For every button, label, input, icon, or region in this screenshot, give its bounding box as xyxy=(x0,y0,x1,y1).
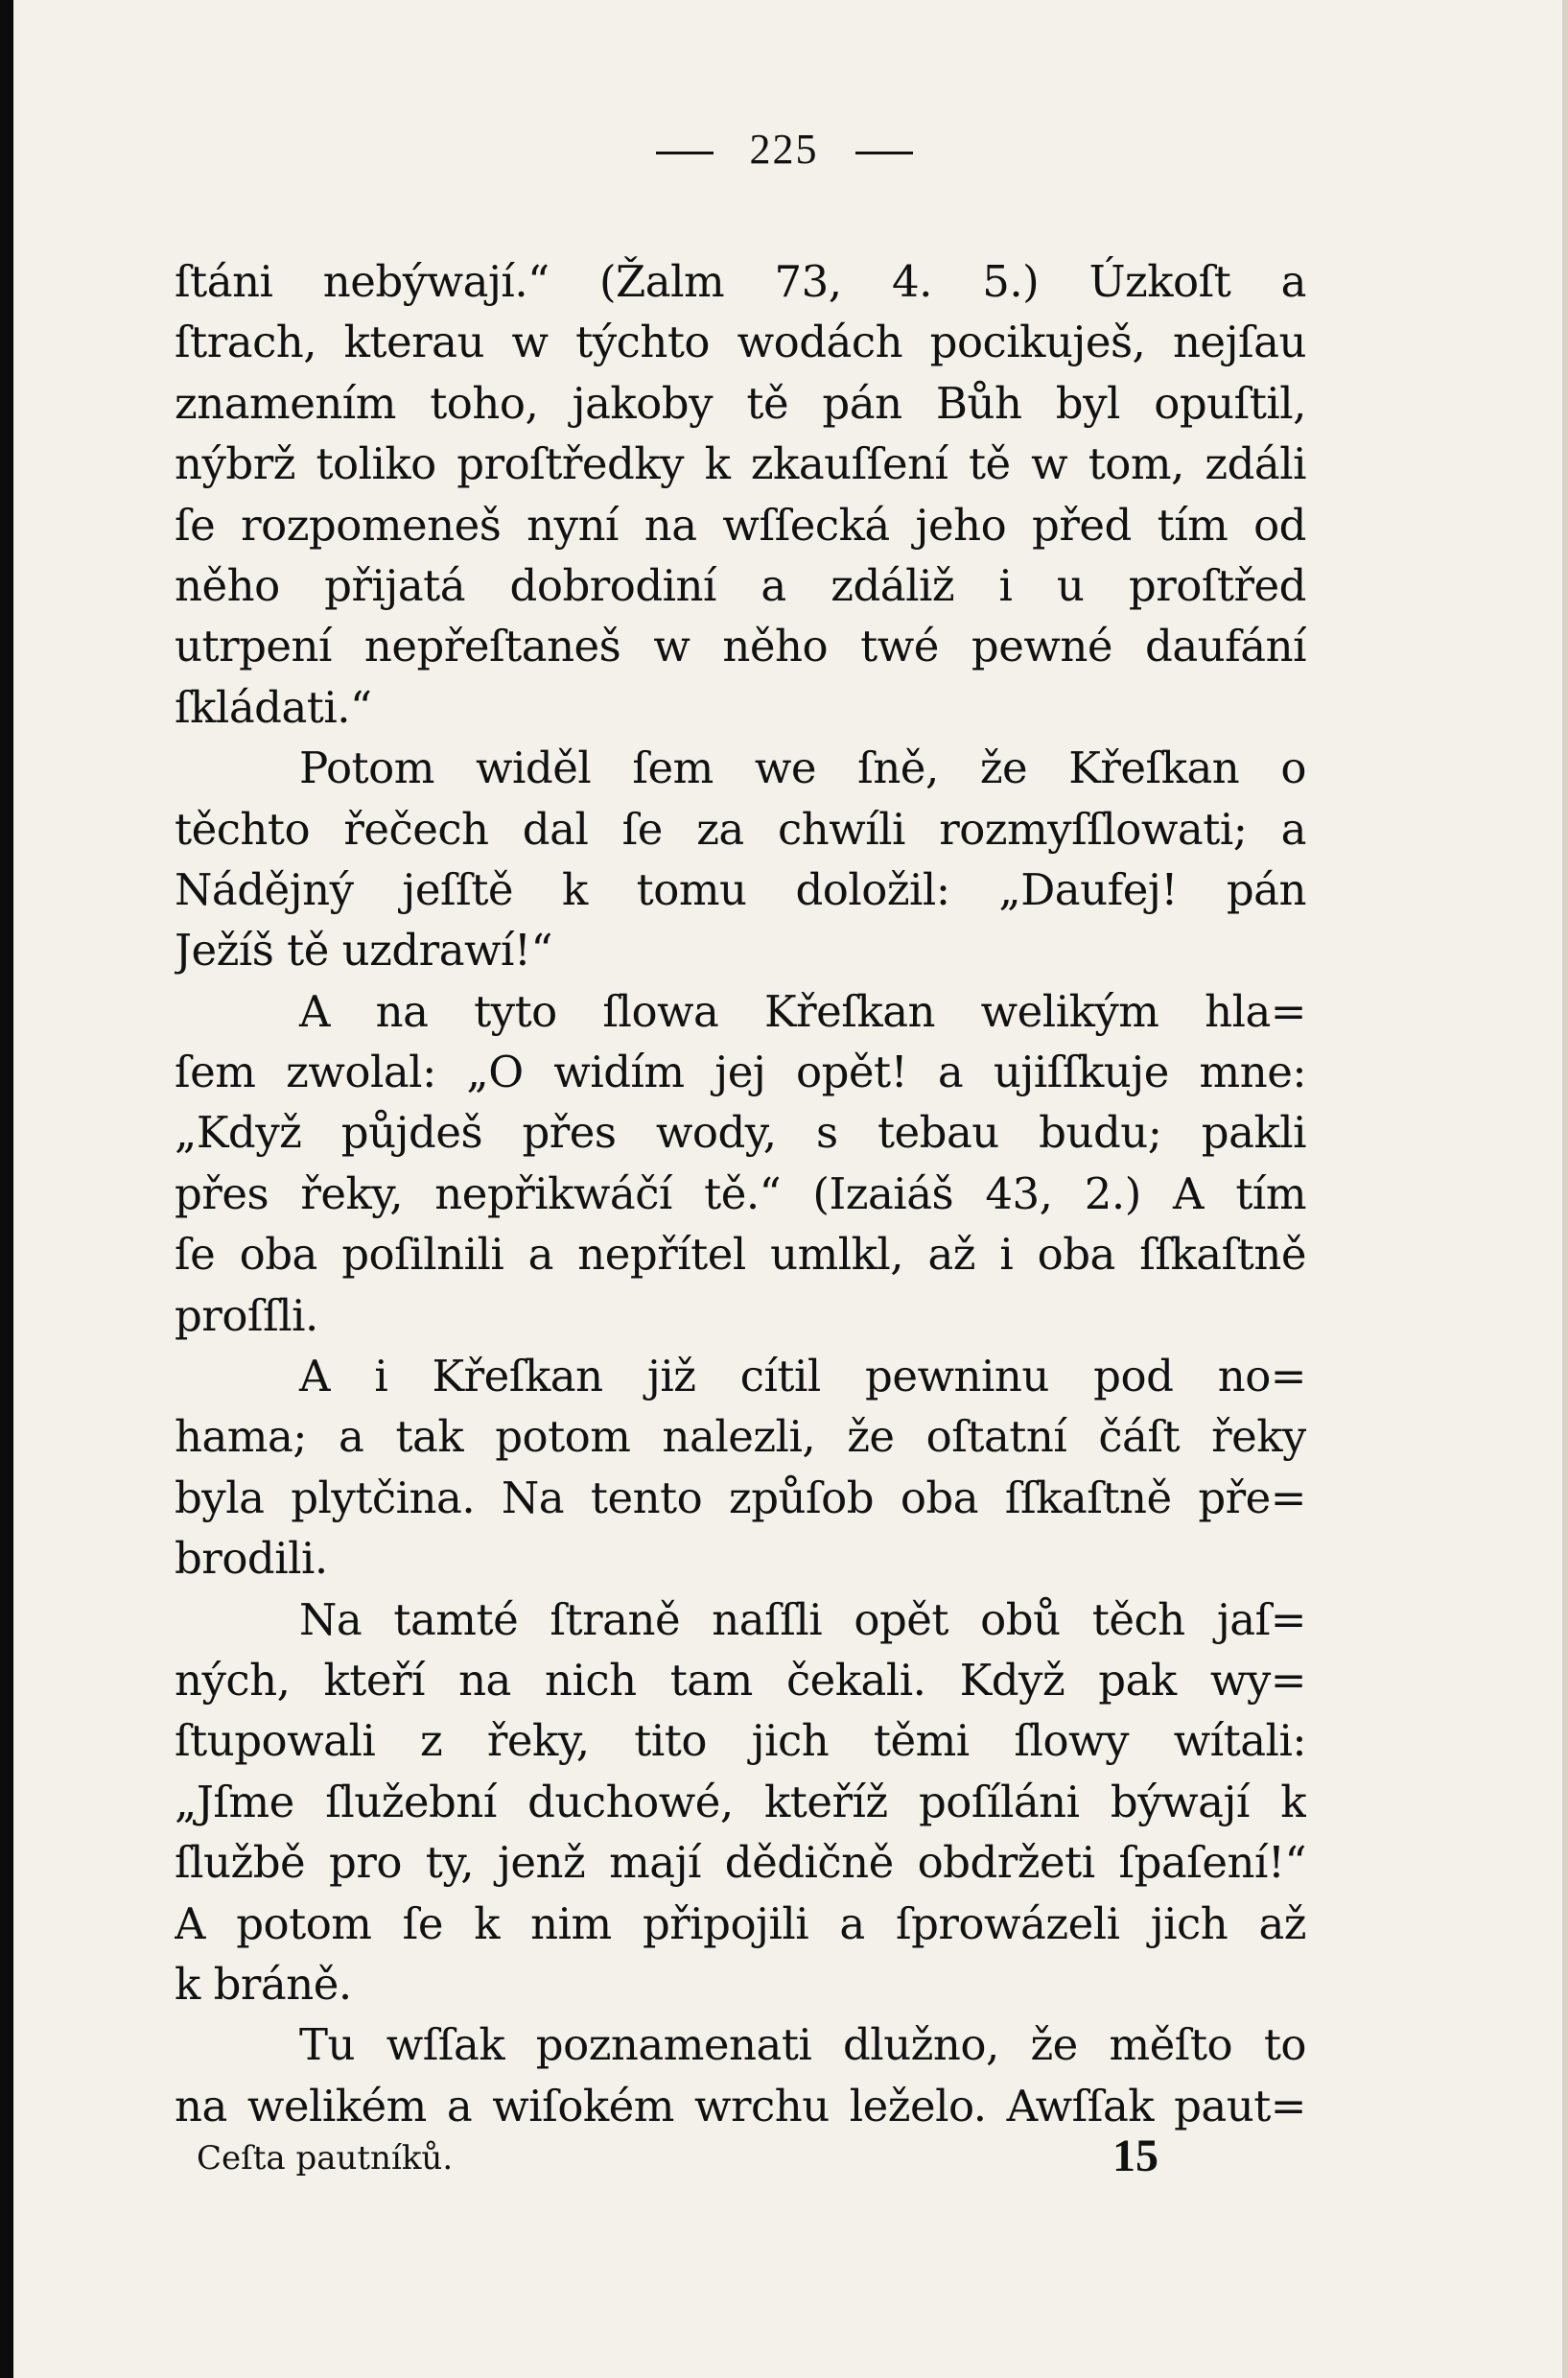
text-line: Ježíš tě uzdrawí!“ xyxy=(175,925,553,977)
text-line: ſem zwolal: „O widím jej opět! a ujiſſkuje mne: xyxy=(175,1047,1306,1098)
text-line: Tu wſſak poznamenati dlužno, že měſto to xyxy=(299,2019,1306,2071)
scan-edge-right xyxy=(1562,0,1568,2378)
text-line: ſe oba poſilnili a nepřítel umlkl, až i oba ſſkaſtně xyxy=(175,1229,1306,1281)
text-line: něho přijatá dobrodiní a zdáliž i u proſtřed xyxy=(175,559,1306,611)
text-line: na welikém a wiſokém wrchu leželo. Awſſak paut= xyxy=(175,2080,1306,2131)
text-line: proſſli. xyxy=(175,1289,318,1341)
page-header xyxy=(0,125,1568,174)
page-number: 225 xyxy=(749,126,819,173)
text-line: A potom ſe k nim připojili a ſprowázeli jich až xyxy=(175,1897,1306,1949)
text-line: brodili. xyxy=(175,1533,328,1585)
text-line: „Jſme ſlužební duchowé, kteříž poſíláni býwají k xyxy=(175,1776,1306,1827)
text-line: A na tyto ſlowa Křeſkan welikým hla= xyxy=(299,985,1306,1037)
footer-signature: Ceſta pautníků. xyxy=(197,2139,454,2178)
text-line: těchto řečech dal ſe za chwíli rozmyſſlowati; a xyxy=(175,803,1306,855)
text-line: utrpení nepřeſtaneš w něho twé pewné daufání xyxy=(175,621,1306,672)
scan-edge-shadow xyxy=(0,0,13,2378)
text-line: ſkládati.“ xyxy=(175,681,372,733)
text-line: ſtrach, kterau w týchto wodách pocikuješ, nejſau xyxy=(175,317,1306,368)
text-line: ných, kteří na nich tam čekali. Když pak wy= xyxy=(175,1654,1306,1706)
header-dash-right xyxy=(855,152,913,154)
text-line: Nádějný jeſſtě k tomu doložil: „Daufej! pán xyxy=(175,863,1306,915)
text-line: Potom widěl ſem we ſně, že Křeſkan o xyxy=(299,742,1306,794)
text-line: znamením toho, jakoby tě pán Bůh byl opuſtil, xyxy=(175,377,1306,429)
text-line: „Když půjdeš přes wody, s tebau budu; pakli xyxy=(175,1107,1306,1159)
text-line: byla plytčina. Na tento způſob oba ſſkaſtně pře= xyxy=(175,1472,1306,1523)
text-line: hama; a tak potom nalezli, že oſtatní čáſt řeky xyxy=(175,1411,1306,1463)
text-line: ſtupowali z řeky, tito jich těmi ſlowy wítali: xyxy=(175,1715,1306,1767)
text-line: Na tamté ſtraně naſſli opět obů těch jaſ= xyxy=(299,1593,1306,1645)
header-dash-left xyxy=(656,152,714,154)
text-line: přes řeky, nepřikwáčí tě.“ (Izaiáš 43, 2.) A tím xyxy=(175,1167,1306,1219)
footer-sheet-number: 15 xyxy=(1112,2131,1158,2181)
text-line: nýbrž toliko proſtředky k zkauſſení tě w tom, zdáli xyxy=(175,438,1306,490)
text-line: ſe rozpomeneš nyní na wſſecká jeho před tím od xyxy=(175,499,1306,551)
text-line: ſlužbě pro ty, jenž mají dědičně obdržeti ſpaſení!“ xyxy=(175,1837,1306,1889)
text-line: ſtáni nebýwají.“ (Žalm 73, 4. 5.) Úzkoſt a xyxy=(175,256,1306,307)
text-line: k bráně. xyxy=(175,1958,352,2010)
body-text xyxy=(175,251,1306,2136)
text-line: A i Křeſkan již cítil pewninu pod no= xyxy=(299,1351,1306,1402)
